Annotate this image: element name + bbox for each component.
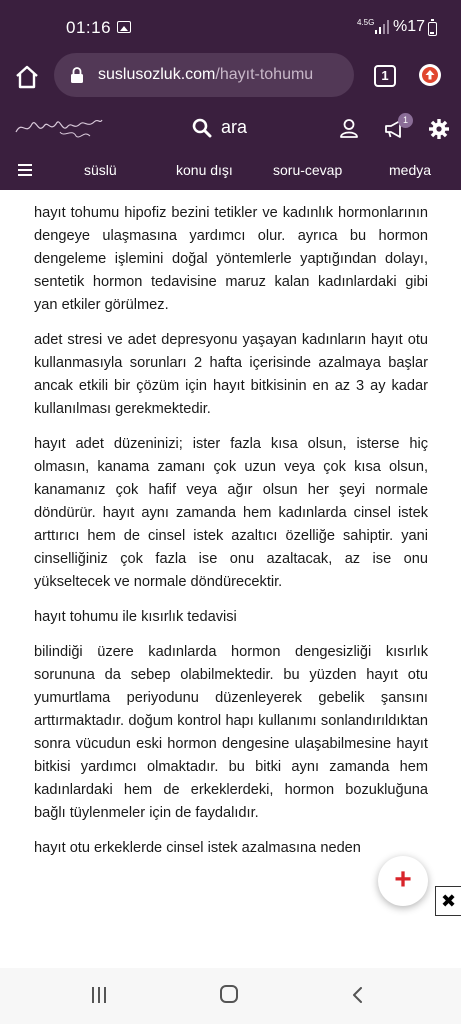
nav-item-medya[interactable]: medya: [389, 162, 432, 178]
browser-toolbar: [0, 52, 461, 102]
status-time: 01:16: [66, 18, 112, 37]
url-path: /hayıt-tohumu: [215, 66, 314, 83]
back-icon[interactable]: [351, 987, 365, 1003]
battery-icon: [428, 22, 437, 36]
notification-badge: 1: [398, 113, 413, 128]
recents-icon[interactable]: [92, 987, 108, 1003]
nav-item-suslu[interactable]: süslü: [84, 162, 117, 178]
home-button-icon[interactable]: [220, 985, 238, 1003]
site-logo[interactable]: [14, 110, 104, 144]
entry-paragraph: hayıt tohumu hipofiz bezini tetikler ve kadınlık hormonlarının dengeye ulaşmasına yardımcı olur. ayrıca bu hormon dengeleme işlemini doğal yöntemlerle yaptığından dolayı, sentetik hormon tedavisine maruz kalan kadınlardaki gibi yan etkiler görülmez.: [34, 205, 428, 313]
arrow-up-icon: [422, 67, 438, 83]
search-label[interactable]: ara: [221, 117, 248, 137]
entry-paragraph: adet stresi ve adet depresyonu yaşayan kadınların hayıt otu kullanmasıyla sorunları 2 hafta içerisinde azalmaya başlar ancak etkili bir çözüm için hayıt bitkisinin en az 3 ay kadar kullanılması gerekmektedir.: [34, 332, 428, 417]
status-bar: [0, 0, 461, 52]
url-text: [98, 66, 343, 84]
category-nav: [0, 152, 461, 190]
hamburger-menu-icon[interactable]: [18, 164, 32, 176]
network-type: 4.5G: [357, 18, 375, 27]
gear-icon[interactable]: [429, 119, 449, 139]
battery-percent: %17: [393, 18, 426, 35]
entry-paragraph: hayıt otu erkeklerde cinsel istek azalmasına neden: [34, 840, 361, 856]
nav-item-soru-cevap[interactable]: soru-cevap: [273, 162, 343, 178]
home-icon[interactable]: [13, 63, 41, 91]
entry-paragraph: bilindiği üzere kadınlarda hormon dengesizliği kısırlık sorununa da sebep olabilmektedir. bu yüzden hayıt otu yumurtlama periyodunu düzenleyerek gebelik şansını arttırmaktadır. doğum kontrol hapı kullanımı sonlandırıldıktan sonra vücudun eski hormon dengesine ulaşabilmesine hayıt bitkisi yardımcı olmaktadır. bu bitki aynı zamanda hem kadınlardaki hem de erkeklerdeki, hormon bozukluğuna bağlı tüylenmeler için de faydalıdır.: [34, 644, 428, 821]
search-icon[interactable]: [192, 118, 212, 138]
signal-icon: [375, 20, 389, 34]
entry-paragraph: hayıt adet düzeninizi; ister fazla kısa olsun, isterse hiç olmasın, kanama zamanı çok uzun veya çok kısa olsun, kanamanız çok hafif veya ağır olsun her şeyi normale döndürür. hayıt aynı zamanda hem kadınlarda cinsel istek arttırıcı hem de cinsel istek azaltıcı özelliğe sahiptir. yani cinselliğiniz çok fazla ise onu azaltacak, az ise onu yükseltecek ve normale döndürecektir.: [34, 436, 428, 590]
user-icon[interactable]: [339, 118, 359, 138]
system-navigation-bar: [0, 968, 461, 1024]
update-button[interactable]: [419, 64, 441, 86]
site-header: [0, 102, 461, 152]
lock-icon: [70, 67, 84, 83]
tab-switcher-button[interactable]: 1: [374, 65, 396, 87]
address-bar[interactable]: [54, 53, 354, 97]
gallery-notification-icon: [117, 21, 131, 33]
nav-item-konu-disi[interactable]: konu dışı: [176, 162, 233, 178]
entry-content: [34, 190, 428, 968]
url-domain: suslusozluk.com: [98, 66, 216, 83]
entry-subheading: hayıt tohumu ile kısırlık tedavisi: [34, 609, 237, 625]
add-entry-button[interactable]: +: [378, 856, 428, 906]
close-ad-button[interactable]: ✖: [435, 886, 461, 916]
